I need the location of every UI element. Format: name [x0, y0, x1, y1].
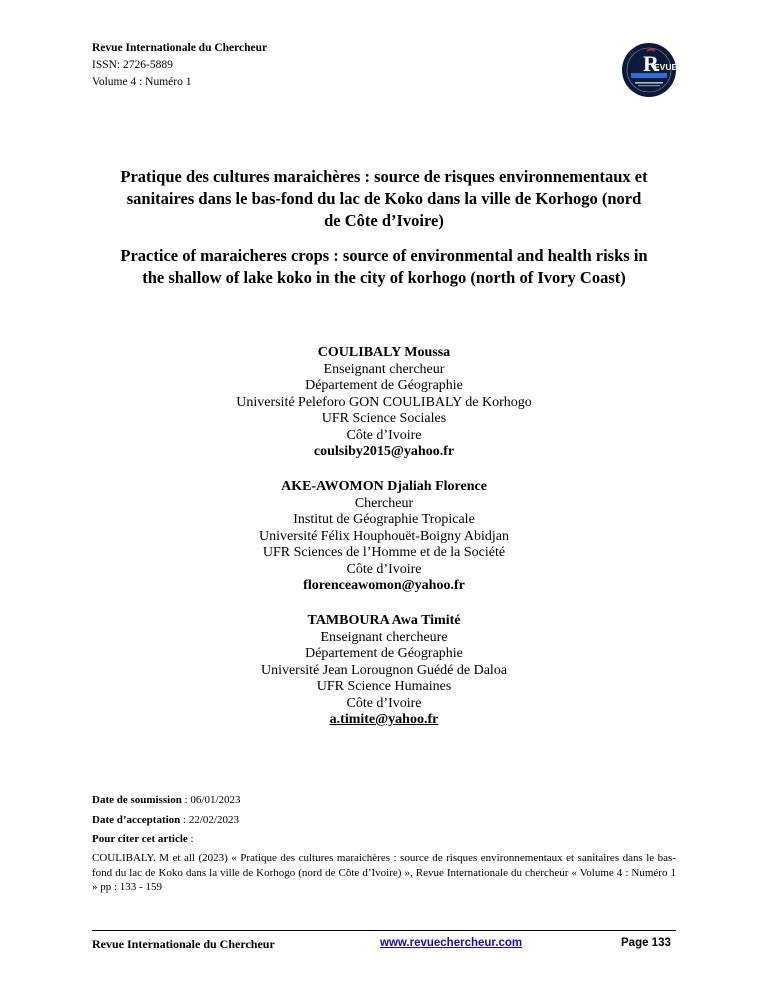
- title-english-line: Practice of maraicheres crops : source of environmental and health risks in: [120, 246, 648, 265]
- author-name: COULIBALY Moussa: [317, 345, 451, 360]
- author-university: Université Félix Houphouët-Boigny Abidjan: [258, 528, 510, 544]
- cite-separator: :: [187, 833, 194, 845]
- journal-logo: [621, 42, 677, 98]
- author-country: Côte d’Ivoire: [346, 427, 422, 443]
- submission-label: Date de soumission: [92, 794, 182, 806]
- author-country: Côte d’Ivoire: [346, 695, 422, 711]
- author-name: TAMBOURA Awa Timité: [307, 613, 461, 628]
- title-english: [92, 245, 676, 289]
- title-french-line: sanitaires dans le bas-fond du lac de Koko dans la ville de Korhogo (nord: [126, 189, 642, 208]
- author-name: AKE-AWOMON Djaliah Florence: [281, 479, 487, 494]
- submission-date: [92, 793, 676, 807]
- author-university: Université Jean Lorougnon Guédé de Daloa: [260, 662, 508, 678]
- author-block-2: [92, 479, 676, 595]
- author-department: Département de Géographie: [305, 378, 463, 393]
- footer-divider: [92, 930, 676, 931]
- volume-issue: Volume 4 : Numéro 1: [92, 76, 192, 88]
- logo-text: EVUE: [654, 62, 677, 72]
- title-french-line: de Côte d’Ivoire): [324, 211, 444, 230]
- author-role: Enseignant chercheure: [320, 629, 448, 645]
- acceptance-date: [92, 813, 676, 827]
- journal-name: Revue Internationale du Chercheur: [92, 42, 268, 54]
- author-block-3: [92, 613, 676, 729]
- author-email[interactable]: a.timite@yahoo.fr: [329, 712, 439, 727]
- author-role: Chercheur: [354, 495, 414, 511]
- author-role: Enseignant chercheur: [323, 361, 445, 377]
- acceptance-label: Date d’acceptation: [92, 814, 181, 826]
- author-ufr: UFR Sciences de l’Homme et de la Société: [262, 545, 506, 560]
- acceptance-value: : 22/02/2023: [180, 814, 239, 826]
- author-university: Université Peleforo GON COULIBALY de Korhogo: [236, 394, 532, 410]
- author-department: Département de Géographie: [305, 646, 463, 661]
- cite-label: Pour citer cet article: [92, 833, 188, 845]
- running-header: [92, 40, 267, 91]
- page-number: Page 133: [621, 937, 671, 949]
- footer-link[interactable]: www.revuechercheur.com: [380, 937, 523, 949]
- author-department: Institut de Géographie Tropicale: [293, 512, 475, 527]
- author-email[interactable]: florenceawomon@yahoo.fr: [303, 578, 465, 593]
- title-french-line: Pratique des cultures maraichères : source de risques environnementaux et: [120, 167, 648, 186]
- author-ufr: UFR Science Sociales: [321, 411, 447, 426]
- citation-text: COULIBALY. M et all (2023) « Pratique des cultures maraichères : source de risques environnementaux et sanitaires dans le bas-fond du lac de Koko dans la ville de Korhogo (nord de Côte d’Ivoire) », Revue Internationale du chercheur « Volume 4 : Numéro 1 » pp : 133 - 159: [92, 852, 676, 893]
- title-english-line: the shallow of lake koko in the city of korhogo (north of Ivory Coast): [142, 268, 626, 287]
- title-french: [92, 166, 676, 232]
- author-ufr: UFR Science Humaines: [316, 679, 452, 694]
- footer-journal: Revue Internationale du Chercheur: [92, 937, 275, 951]
- issn: ISSN: 2726-5889: [92, 59, 173, 71]
- author-country: Côte d’Ivoire: [346, 561, 422, 577]
- submission-value: : 06/01/2023: [181, 794, 241, 806]
- author-email[interactable]: coulsiby2015@yahoo.fr: [313, 444, 455, 459]
- cite-heading: [92, 832, 676, 846]
- author-block-1: [92, 345, 676, 461]
- logo-letter: R: [643, 51, 659, 76]
